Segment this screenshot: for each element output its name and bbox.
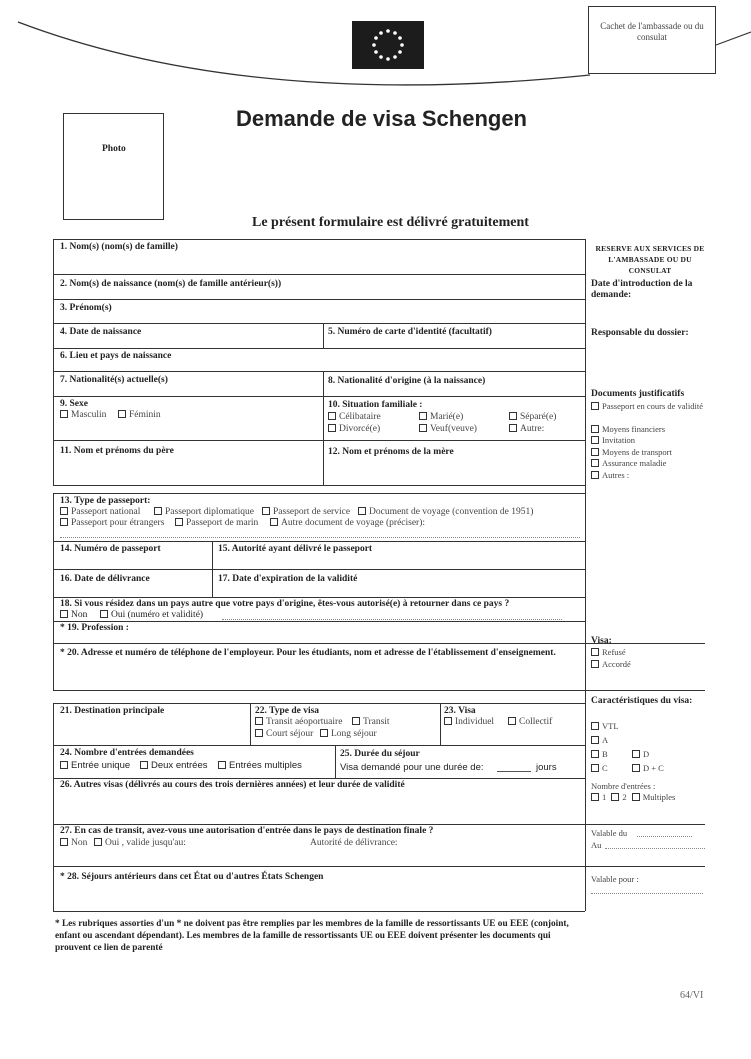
checkbox-icon[interactable] bbox=[118, 410, 126, 418]
entries-option-double[interactable]: Deux entrées bbox=[140, 760, 208, 771]
marital-option-separated[interactable]: Séparé(e) bbox=[509, 412, 556, 422]
sidebar-valid-for[interactable]: Valable pour : bbox=[591, 874, 639, 884]
field-22-visa-type: 22. Type de visa bbox=[255, 706, 320, 716]
valid-to-dotted-line bbox=[605, 848, 705, 849]
checkbox-icon[interactable] bbox=[60, 410, 68, 418]
checkbox-icon[interactable] bbox=[175, 518, 183, 526]
sidebar-reserve-header: RESERVE AUX SERVICES DE L'AMBASSADE OU DU CONSULAT bbox=[595, 244, 705, 275]
field-14-passport-number[interactable]: 14. Numéro de passeport bbox=[60, 544, 161, 554]
field-12-mother-name[interactable]: 12. Nom et prénoms de la mère bbox=[328, 447, 454, 457]
field-5-id-card-number[interactable]: 5. Numéro de carte d'identité (facultatif) bbox=[328, 327, 492, 337]
field-10-marital-status: 10. Situation familiale : bbox=[328, 400, 423, 410]
residence-option-yes[interactable]: Oui (numéro et validité) bbox=[100, 610, 203, 620]
sidebar-char-c[interactable]: C bbox=[591, 763, 608, 774]
sidebar-doc-funds[interactable]: Moyens financiers bbox=[591, 424, 709, 435]
checkbox-icon[interactable] bbox=[100, 610, 108, 618]
sex-option-female[interactable]: Féminin bbox=[118, 410, 161, 420]
residence-option-no[interactable]: Non bbox=[60, 610, 87, 620]
checkbox-icon[interactable] bbox=[508, 717, 516, 725]
checkbox-icon[interactable] bbox=[632, 750, 640, 758]
checkbox-icon[interactable] bbox=[140, 761, 148, 769]
sidebar-doc-insurance[interactable]: Assurance maladie bbox=[591, 458, 709, 469]
checkbox-icon[interactable] bbox=[591, 448, 599, 456]
stay-duration-input[interactable] bbox=[497, 771, 531, 772]
checkbox-icon[interactable] bbox=[419, 412, 427, 420]
field-7-current-nationality[interactable]: 7. Nationalité(s) actuelle(s) bbox=[60, 375, 168, 385]
checkbox-icon[interactable] bbox=[591, 402, 599, 410]
checkbox-icon[interactable] bbox=[328, 424, 336, 432]
field-6-birth-place[interactable]: 6. Lieu et pays de naissance bbox=[60, 351, 172, 361]
checkbox-icon[interactable] bbox=[591, 471, 599, 479]
sidebar-char-vtl[interactable]: VTL bbox=[591, 721, 619, 732]
photo-label: Photo bbox=[102, 144, 126, 154]
stay-duration-text: Visa demandé pour une durée de: bbox=[340, 762, 484, 773]
page-subtitle: Le présent formulaire est délivré gratuitement bbox=[252, 215, 529, 230]
checkbox-icon[interactable] bbox=[255, 717, 263, 725]
checkbox-icon[interactable] bbox=[60, 610, 68, 618]
sidebar-doc-invitation[interactable]: Invitation bbox=[591, 435, 709, 446]
passport-option-service[interactable]: Passeport de service bbox=[262, 507, 350, 517]
visa-type-option-short-stay[interactable]: Court séjour bbox=[255, 729, 313, 739]
sidebar-docs-title: Documents justificatifs bbox=[591, 389, 685, 399]
sidebar-visa-granted[interactable]: Accordé bbox=[591, 659, 631, 670]
field-16-issue-date[interactable]: 16. Date de délivrance bbox=[60, 574, 150, 584]
marital-option-other[interactable]: Autre: bbox=[509, 424, 544, 434]
passport-option-seaman[interactable]: Passeport de marin bbox=[175, 518, 258, 528]
visa-type-option-airport-transit[interactable]: Transit aéoportuaire bbox=[255, 717, 342, 727]
field-4-birth-date[interactable]: 4. Date de naissance bbox=[60, 327, 142, 337]
checkbox-icon[interactable] bbox=[509, 424, 517, 432]
visa-option-individual[interactable]: Individuel bbox=[444, 717, 494, 727]
visa-type-option-long-stay[interactable]: Long séjour bbox=[320, 729, 377, 739]
eu-flag-icon bbox=[352, 21, 424, 69]
field-9-sex: 9. Sexe bbox=[60, 399, 88, 409]
checkbox-icon[interactable] bbox=[591, 436, 599, 444]
sidebar-char-a[interactable]: A bbox=[591, 735, 608, 746]
stay-duration-unit: jours bbox=[536, 762, 557, 773]
transit-option-no[interactable]: Non bbox=[60, 838, 87, 848]
field-25-stay-duration: 25. Durée du séjour bbox=[340, 749, 420, 759]
checkbox-icon[interactable] bbox=[358, 507, 366, 515]
sidebar-date-intro[interactable]: Date d'introduction de la demande: bbox=[591, 279, 693, 300]
marital-option-widowed[interactable]: Veuf(veuve) bbox=[419, 424, 477, 434]
checkbox-icon[interactable] bbox=[352, 717, 360, 725]
sidebar-visa-title: Visa: bbox=[591, 636, 612, 646]
visa-type-option-transit[interactable]: Transit bbox=[352, 717, 390, 727]
visa-option-collective[interactable]: Collectif bbox=[508, 717, 552, 727]
passport-option-diplomatic[interactable]: Passeport diplomatique bbox=[154, 507, 254, 517]
field-21-main-destination[interactable]: 21. Destination principale bbox=[60, 706, 165, 716]
passport-option-national[interactable]: Passeport national bbox=[60, 507, 140, 517]
field-23-visa: 23. Visa bbox=[444, 706, 476, 716]
field-8-origin-nationality[interactable]: 8. Nationalité d'origine (à la naissance) bbox=[328, 376, 486, 386]
checkbox-icon[interactable] bbox=[328, 412, 336, 420]
field-3-first-names[interactable]: 3. Prénom(s) bbox=[60, 303, 112, 313]
residence-dotted-line bbox=[222, 619, 562, 620]
field-18-residence-return: 18. Si vous résidez dans un pays autre que votre pays d'origine, êtes-vous autorisé(e) à retourner dans ce pays ? bbox=[60, 599, 510, 609]
photo-box[interactable] bbox=[63, 113, 164, 220]
field-27-transit-authorization: 27. En cas de transit, avez-vous une autorisation d'entrée dans le pays de destination finale ? bbox=[60, 826, 434, 836]
sidebar-visa-refused[interactable]: Refusé bbox=[591, 647, 626, 658]
checkbox-icon[interactable] bbox=[320, 729, 328, 737]
valid-from-dotted-line bbox=[637, 836, 692, 837]
field-15-passport-authority[interactable]: 15. Autorité ayant délivré le passeport bbox=[218, 544, 373, 554]
passport-option-other[interactable]: Autre document de voyage (préciser): bbox=[270, 518, 425, 528]
passport-option-foreigners[interactable]: Passeport pour étrangers bbox=[60, 518, 164, 528]
sidebar-doc-other[interactable]: Autres : bbox=[591, 470, 709, 481]
passport-other-dotted-line bbox=[60, 537, 580, 538]
field-1-surname[interactable]: 1. Nom(s) (nom(s) de famille) bbox=[60, 242, 178, 252]
checkbox-icon[interactable] bbox=[591, 425, 599, 433]
sidebar-doc-transport[interactable]: Moyens de transport bbox=[591, 447, 709, 458]
sidebar-char-d-plus-c[interactable]: D + C bbox=[632, 763, 664, 774]
checkbox-icon[interactable] bbox=[262, 507, 270, 515]
page-title: Demande de visa Schengen bbox=[236, 106, 527, 131]
marital-option-divorced[interactable]: Divorcé(e) bbox=[328, 424, 380, 434]
checkbox-icon[interactable] bbox=[632, 764, 640, 772]
sidebar-entries-label: Nombre d'entrées : bbox=[591, 781, 656, 791]
sidebar-visa-characteristics: Caractéristiques du visa: bbox=[591, 696, 693, 706]
field-26-other-visas[interactable]: 26. Autres visas (délivrés au cours des trois dernières années) et leur durée de validité bbox=[60, 780, 405, 790]
field-13-passport-type: 13. Type de passeport: bbox=[60, 496, 151, 506]
checkbox-icon[interactable] bbox=[509, 412, 517, 420]
checkbox-icon[interactable] bbox=[60, 507, 68, 515]
checkbox-icon[interactable] bbox=[255, 729, 263, 737]
checkbox-icon[interactable] bbox=[270, 518, 278, 526]
checkbox-icon[interactable] bbox=[591, 750, 599, 758]
checkbox-icon[interactable] bbox=[94, 838, 102, 846]
checkbox-icon[interactable] bbox=[591, 660, 599, 668]
field-20-employer-address[interactable]: * 20. Adresse et numéro de téléphone de l'employeur. Pour les étudiants, nom et adresse de l'établissement d'enseignement. bbox=[60, 648, 556, 658]
transit-option-yes[interactable]: Oui , valide jusqu'au: bbox=[94, 838, 186, 848]
entries-option-single[interactable]: Entrée unique bbox=[60, 760, 130, 771]
marital-option-married[interactable]: Marié(e) bbox=[419, 412, 463, 422]
field-17-expiry-date[interactable]: 17. Date d'expiration de la validité bbox=[218, 574, 358, 584]
checkbox-icon[interactable] bbox=[591, 722, 599, 730]
field-2-birth-name[interactable]: 2. Nom(s) de naissance (nom(s) de famille antérieur(s)) bbox=[60, 279, 282, 289]
checkbox-icon[interactable] bbox=[60, 518, 68, 526]
field-24-entries-requested: 24. Nombre d'entrées demandées bbox=[60, 748, 194, 758]
sidebar-responsible[interactable]: Responsable du dossier: bbox=[591, 328, 689, 338]
checkbox-icon[interactable] bbox=[591, 793, 599, 801]
checkbox-icon[interactable] bbox=[419, 424, 427, 432]
stamp-label: Cachet de l'ambassade ou du consulat bbox=[600, 21, 704, 42]
checkbox-icon[interactable] bbox=[154, 507, 162, 515]
field-28-previous-stays[interactable]: * 28. Séjours antérieurs dans cet État ou d'autres États Schengen bbox=[60, 872, 324, 882]
checkbox-icon[interactable] bbox=[60, 761, 68, 769]
transit-issuing-authority[interactable]: Autorité de délivrance: bbox=[310, 838, 398, 848]
checkbox-icon[interactable] bbox=[60, 838, 68, 846]
checkbox-icon[interactable] bbox=[591, 736, 599, 744]
sidebar-valid-to[interactable]: Au bbox=[591, 840, 602, 850]
sidebar-entries-options[interactable]: 1 2 Multiples bbox=[591, 792, 675, 803]
checkbox-icon[interactable] bbox=[591, 764, 599, 772]
checkbox-icon[interactable] bbox=[632, 793, 640, 801]
footnote: * Les rubriques assorties d'un * ne doivent pas être remplies par les membres de la famille de ressortissants UE ou EEE (conjoint, enfant ou ascendant dépendant). Les membres de la famille de ressortissants UE ou EEE doivent présenter les documents qui prouvent ce lien de parenté bbox=[55, 919, 569, 953]
passport-option-travel-document[interactable]: Document de voyage (convention de 1951) bbox=[358, 507, 533, 517]
checkbox-icon[interactable] bbox=[444, 717, 452, 725]
sidebar-char-d[interactable]: D bbox=[632, 749, 649, 760]
sidebar-doc-passport[interactable]: Passeport en cours de validité bbox=[591, 401, 709, 412]
sidebar-valid-from[interactable]: Valable du bbox=[591, 828, 628, 838]
checkbox-icon[interactable] bbox=[591, 459, 599, 467]
checkbox-icon[interactable] bbox=[218, 761, 226, 769]
field-19-profession[interactable]: * 19. Profession : bbox=[60, 623, 129, 633]
checkbox-icon[interactable] bbox=[611, 793, 619, 801]
valid-for-dotted-line bbox=[591, 893, 703, 894]
form-reference: 64/VI bbox=[680, 990, 704, 1001]
field-11-father-name[interactable]: 11. Nom et prénoms du père bbox=[60, 446, 174, 456]
marital-option-single[interactable]: Célibataire bbox=[328, 412, 381, 422]
entries-option-multiple[interactable]: Entrées multiples bbox=[218, 760, 302, 771]
sex-option-male[interactable]: Masculin bbox=[60, 410, 106, 420]
sidebar-char-b[interactable]: B bbox=[591, 749, 608, 760]
checkbox-icon[interactable] bbox=[591, 648, 599, 656]
